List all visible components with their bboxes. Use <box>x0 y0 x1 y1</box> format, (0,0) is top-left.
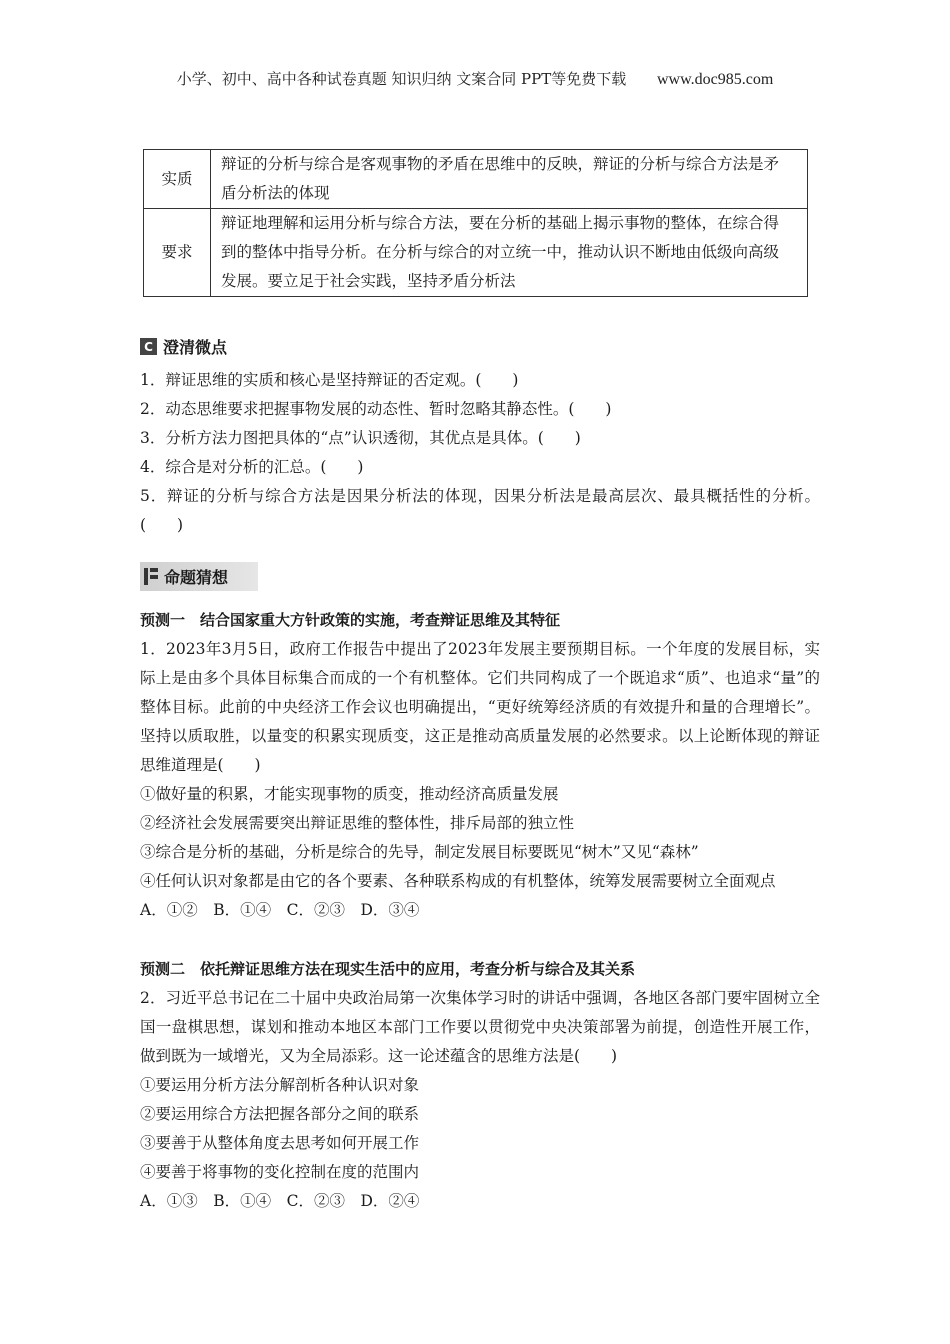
guess-title: 命题猜想 <box>164 568 229 587</box>
option-item: ③综合是分析的基础，分析是综合的先导，制定发展目标要既见“树木”又见“森林” <box>140 843 699 861</box>
option-item: ②要运用综合方法把握各部分之间的联系 <box>140 1105 420 1123</box>
clarify-title <box>140 335 227 358</box>
banner-flag-icon <box>144 568 158 585</box>
option-item: ④任何认识对象都是由它的各个要素、各种联系构成的有机整体，统筹发展需要树立全面观点 <box>140 872 776 890</box>
option-item: ①做好量的积累，才能实现事物的质变，推动经济高质量发展 <box>140 785 559 803</box>
list-item: 3．分析方法力图把具体的“点”认识透彻，其优点是具体。( ) <box>140 429 581 447</box>
table-row <box>144 150 808 209</box>
table-value: 辩证地理解和运用分析与综合方法，要在分析的基础上揭示事物的整体，在综合得到的整体中指导分析。在分析与综合的对立统一中，推动认识不断地由低级向高级发展。要立足于社会实践，坚持矛盾分析法 <box>211 209 808 297</box>
option-item: ②经济社会发展需要突出辩证思维的整体性，排斥局部的独立性 <box>140 814 575 832</box>
list-item: 1．辩证思维的实质和核心是坚持辩证的否定观。( ) <box>140 371 519 389</box>
list-item: 4．综合是对分析的汇总。( ) <box>140 458 364 476</box>
option-item: ④要善于将事物的变化控制在度的范围内 <box>140 1163 420 1181</box>
table-key: 实质 <box>144 150 211 209</box>
question-stem: 1．2023年3月5日，政府工作报告中提出了2023年发展主要预期目标。一个年度的发展目标，实际上是由多个具体目标集合而成的一个有机整体。它们共同构成了一个既追求“质”、也追求“量”的整体目标。此前的中央经济工作会议也明确提出，“更好统筹经济质的有效提升和量的合理增长”。坚持以质取胜，以量变的积累实现质变，这正是推动高质量发展的必然要求。以上论断体现的辩证思维道理是( ) <box>140 640 820 774</box>
question-stem: 2．习近平总书记在二十届中央政治局第一次集体学习时的讲话中强调，各地区各部门要牢固树立全国一盘棋思想，谋划和推动本地区本部门工作要以贯彻党中央决策部署为前提，创造性开展工作，做到既为一域增光，又为全局添彩。这一论述蕴含的思维方法是( ) <box>140 989 820 1065</box>
section-c-icon: C <box>140 338 157 355</box>
predict-heading: 预测二 依托辩证思维方法在现实生活中的应用，考查分析与综合及其关系 <box>140 960 636 978</box>
summary-table <box>143 149 808 297</box>
table-key: 要求 <box>144 209 211 297</box>
list-item: 5．辩证的分析与综合方法是因果分析法的体现，因果分析法是最高层次、最具概括性的分析。( ) <box>140 487 820 534</box>
option-item: ①要运用分析方法分解剖析各种认识对象 <box>140 1076 420 1094</box>
predict-heading: 预测一 结合国家重大方针政策的实施，考查辩证思维及其特征 <box>140 611 561 629</box>
option-item: ③要善于从整体角度去思考如何开展工作 <box>140 1134 420 1152</box>
clarify-list <box>140 366 820 540</box>
predict-two <box>140 955 820 1216</box>
page-header <box>0 68 950 89</box>
header-site[interactable]: www.doc985.com <box>657 71 774 88</box>
guess-banner <box>140 562 258 591</box>
answer-choices: A．①③ B．①④ C．②③ D．②④ <box>140 1192 420 1210</box>
table-value: 辩证的分析与综合是客观事物的矛盾在思维中的反映，辩证的分析与综合方法是矛盾分析法的体现 <box>211 150 808 209</box>
header-text: 小学、初中、高中各种试卷真题 知识归纳 文案合同 PPT等免费下载 <box>176 70 627 88</box>
list-item: 2．动态思维要求把握事物发展的动态性、暂时忽略其静态性。( ) <box>140 400 612 418</box>
answer-choices: A．①② B．①④ C．②③ D．③④ <box>140 901 420 919</box>
table-row <box>144 209 808 297</box>
predict-one <box>140 606 820 925</box>
clarify-title-text: 澄清微点 <box>163 338 228 357</box>
